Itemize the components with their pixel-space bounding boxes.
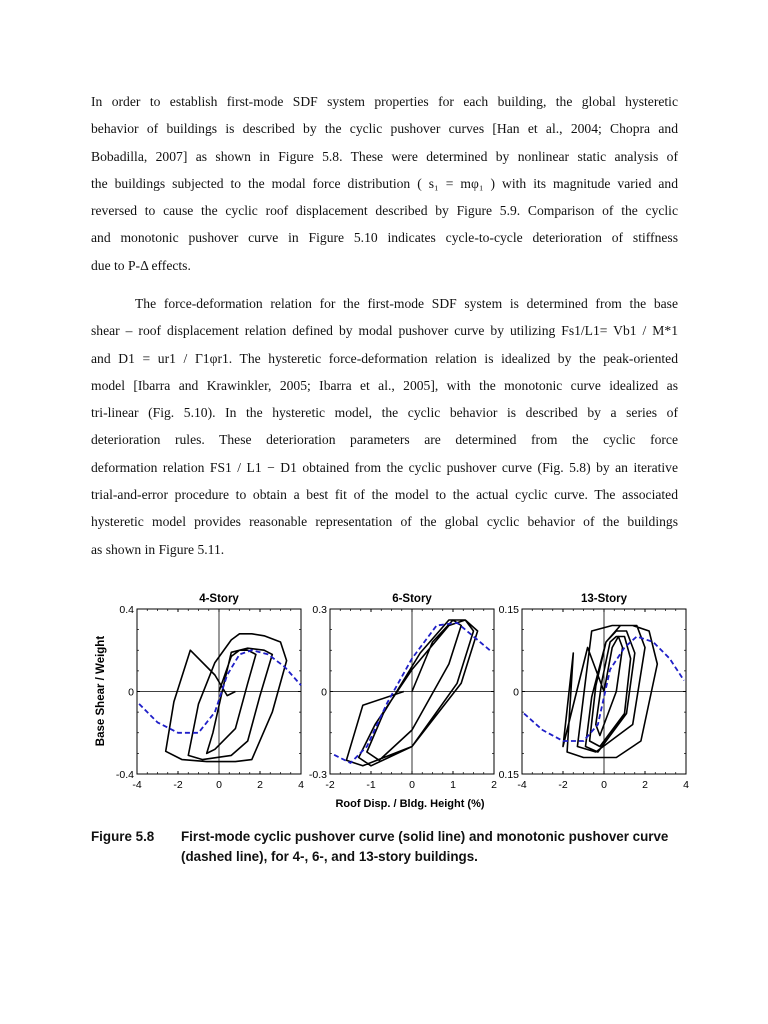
x-tick-label: 0 bbox=[216, 779, 222, 791]
chart-title: 4-Story bbox=[199, 593, 239, 605]
x-tick-label: -2 bbox=[173, 779, 183, 791]
text-line: trial-and-error procedure to obtain a best fit of the model to the actual cyclic curve. The associated bbox=[91, 487, 678, 503]
y-axis-label: Base Shear / Weight bbox=[95, 635, 107, 747]
x-tick-label: -2 bbox=[558, 779, 568, 791]
text-line: due to P-Δ effects. bbox=[91, 257, 191, 273]
x-tick-label: -2 bbox=[325, 779, 335, 791]
text-line: In order to establish first-mode SDF system properties for each building, the global hysteretic bbox=[91, 94, 678, 109]
figure-5-8 bbox=[0, 580, 768, 820]
text-line: shear – roof displacement relation defined by modal pushover curve by utilizing Fs1/L1= Vb1 / M*1 bbox=[91, 323, 678, 339]
y-tick-label: -0.3 bbox=[308, 769, 327, 781]
text-line: and monotonic pushover curve in Figure 5.10 indicates cycle-to-cycle deterioration of stiffness bbox=[91, 230, 678, 246]
chart-title: 13-Story bbox=[580, 593, 628, 605]
y-tick-label: 0.4 bbox=[119, 604, 134, 616]
caption-label: Figure 5.8 bbox=[91, 829, 155, 844]
text-line: model [Ibarra and Krawinkler, 2005; Ibarra et al., 2005], with the monotonic curve idealized as bbox=[91, 377, 678, 393]
y-tick-label: 0.15 bbox=[498, 604, 519, 616]
y-tick-label: 0.3 bbox=[312, 604, 327, 616]
x-tick-label: 1 bbox=[450, 779, 456, 791]
chart-panels bbox=[116, 593, 689, 791]
y-tick-label: 0.15 bbox=[498, 769, 519, 781]
x-tick-label: -4 bbox=[517, 779, 527, 791]
x-axis-label: Roof Disp. / Bldg. Height (%) bbox=[335, 798, 485, 810]
text-line: as shown in Figure 5.11. bbox=[91, 541, 225, 557]
x-tick-label: 4 bbox=[298, 779, 304, 791]
text-line: and D1 = ur1 / Γ1φr1. The hysteretic force-deformation relation is idealized by the peak-oriented bbox=[91, 350, 678, 366]
paragraph-1 bbox=[91, 88, 678, 279]
text-line: Bobadilla, 2007] as shown in Figure 5.8. These were determined by nonlinear static analysis of bbox=[91, 148, 678, 164]
chart-panel bbox=[499, 593, 690, 791]
chart-panel bbox=[116, 593, 304, 791]
text-line: deformation relation FS1 / L1 − D1 obtained from the cyclic pushover curve (Fig. 5.8) by an iterative bbox=[91, 459, 678, 475]
text-line: the buildings subjected to the modal force distribution ( s₁ = mφ₁ ) with its magnitude varied and bbox=[91, 175, 678, 191]
x-tick-label: -4 bbox=[132, 779, 142, 791]
chart-title: 6-Story bbox=[392, 593, 432, 605]
x-tick-label: -1 bbox=[366, 779, 376, 791]
x-tick-label: 2 bbox=[642, 779, 648, 791]
x-tick-label: 2 bbox=[491, 779, 497, 791]
paragraph-2 bbox=[91, 290, 678, 563]
y-tick-label: 0 bbox=[321, 686, 327, 699]
text-line: behavior of buildings is described by the cyclic pushover curves [Han et al., 2004; Chopra and bbox=[91, 121, 678, 137]
text-line: The force-deformation relation for the first-mode SDF system is determined from the base bbox=[135, 296, 678, 311]
caption-text: First-mode cyclic pushover curve (solid line) and monotonic pushover curve (dashed line), for 4-, 6-, and 13-story buildings. bbox=[181, 829, 669, 864]
text-line: deterioration rules. These deterioration parameters are determined from the cyclic force bbox=[91, 432, 678, 448]
chart-panel bbox=[309, 593, 497, 791]
x-tick-label: 2 bbox=[257, 779, 263, 791]
text-line: tri-linear (Fig. 5.10). In the hysteretic model, the cyclic behavior is described by a series of bbox=[91, 405, 678, 421]
text-line: reversed to cause the cyclic roof displacement described by Figure 5.9. Comparison of the cyclic bbox=[91, 203, 678, 219]
x-tick-label: 0 bbox=[601, 779, 607, 791]
y-tick-label: 0 bbox=[128, 686, 134, 699]
x-tick-label: 4 bbox=[683, 779, 689, 791]
y-tick-label: 0 bbox=[513, 686, 519, 699]
text-line: hysteretic model provides reasonable representation of the global cyclic behavior of the buildings bbox=[91, 514, 678, 530]
x-tick-label: 0 bbox=[409, 779, 415, 791]
y-tick-label: -0.4 bbox=[115, 769, 134, 781]
cyclic-series-line bbox=[166, 634, 287, 762]
